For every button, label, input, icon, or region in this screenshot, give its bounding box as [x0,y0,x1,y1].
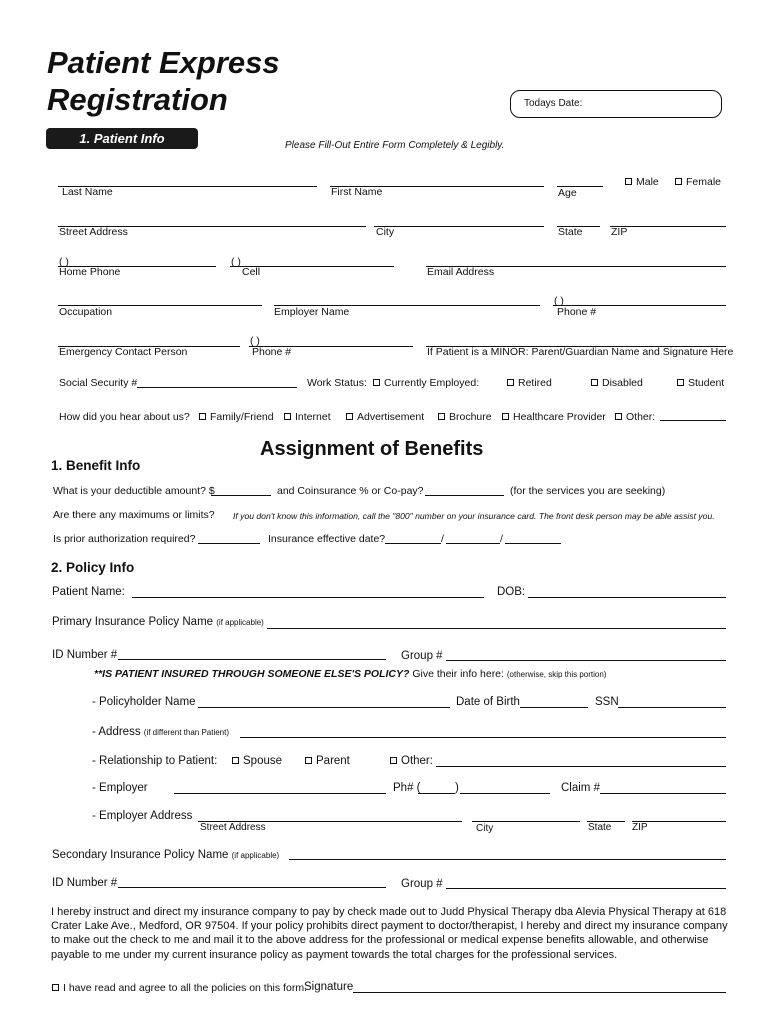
female-label: Female [686,176,722,188]
employer-state-label: State [588,822,612,833]
student-label: Student [688,377,725,389]
employer-city-label: City [476,823,494,834]
id-number2-label: ID Number # [52,877,118,889]
parent-label: Parent [316,755,350,767]
spouse-label: Spouse [243,755,283,767]
dob-label: DOB: [497,586,526,598]
city-line[interactable] [374,226,544,227]
insured-question-text: **IS PATIENT INSURED THROUGH SOMEONE ELSE'S POLICY? [94,668,410,680]
checkbox-icon [52,984,59,991]
last-name-label: Last Name [62,186,113,198]
first-name-label: First Name [331,186,383,198]
skip-note: (otherwise, skip this portion) [506,670,607,679]
todays-date-field[interactable] [510,90,722,118]
effective-date-label: Insurance effective date? [268,533,386,545]
patient-name-label: Patient Name: [52,586,125,598]
work-status-label: Work Status: [307,377,367,389]
checkbox-icon [615,413,622,420]
primary-policy-line[interactable] [267,628,726,629]
other-relationship-line[interactable] [436,766,726,767]
ph-close: ) [455,782,459,794]
checkbox-icon [438,413,445,420]
relationship-label: - Relationship to Patient: [92,755,218,767]
maximums-note: If you don't know this information, call the "800" number on your insurance card. The front desk person may be able assist you. [233,511,715,521]
checkbox-icon [232,757,239,764]
effective-day-line[interactable] [446,543,500,544]
id-number-label: ID Number # [52,649,118,661]
address-label [92,726,229,738]
benefit-info-heading: 1. Benefit Info [51,458,141,473]
policy-info-heading: 2. Policy Info [51,560,135,575]
id-number2-line[interactable] [118,887,386,888]
healthcare-provider-label: Healthcare Provider [513,411,606,423]
agree-label: I have read and agree to all the policies on this form. [63,982,307,994]
employer2-line[interactable] [174,793,386,794]
family-friend-checkbox[interactable] [199,411,274,423]
employer-street-label: Street Address [200,822,266,833]
employed-label: Currently Employed: [384,377,480,389]
emergency-phone-paren: ( ) [250,335,260,347]
signature-label: Signature [304,981,354,993]
zip-line[interactable] [610,226,726,227]
claim-line[interactable] [600,793,726,794]
age-label: Age [558,187,577,199]
employer2-label: - Employer [92,782,148,794]
advertisement-label: Advertisement [357,411,425,423]
dob2-label: Date of Birth [456,696,520,708]
effective-year-line[interactable] [505,543,561,544]
occupation-label: Occupation [59,306,113,318]
internet-label: Internet [295,411,331,423]
group2-line[interactable] [446,888,726,889]
secondary-policy-line[interactable] [289,859,726,860]
home-phone-label: Home Phone [59,266,121,278]
date-slash: / [441,533,444,545]
deductible-line[interactable] [211,495,271,496]
checkbox-icon [502,413,509,420]
street-label: Street Address [59,226,128,238]
checkbox-icon [305,757,312,764]
parent-checkbox[interactable] [305,755,350,767]
email-label: Email Address [427,266,495,278]
hear-label: How did you hear about us? [59,411,190,423]
disabled-label: Disabled [602,377,643,389]
maximums-label: Are there any maximums or limits? [53,509,215,521]
checkbox-icon [675,178,682,185]
form-title-line-2: Registration [47,82,228,117]
claim-label: Claim # [561,782,600,794]
checkbox-icon [591,379,598,386]
cell-label: Cell [242,266,261,278]
group2-label: Group # [401,878,443,890]
for-services-note: (for the services you are seeking) [510,485,666,497]
secondary-policy-text: Secondary Insurance Policy Name [52,849,229,861]
checkbox-icon [373,379,380,386]
if-different-note: (if different than Patient) [143,728,230,737]
retired-checkbox[interactable] [507,377,552,389]
ssn-line[interactable] [137,387,297,388]
ssn2-label: SSN [595,696,619,708]
group-label: Group # [401,650,443,662]
other-relationship-label: Other: [401,755,433,767]
deductible-label: What is your deductible amount? $ [53,485,215,497]
employer-phone-paren: ( ) [554,295,564,307]
checkbox-icon [346,413,353,420]
checkbox-icon [390,757,397,764]
dob2-line[interactable] [520,707,588,708]
minor-label: If Patient is a MINOR: Parent/Guardian Name and Signature Here [427,346,734,358]
other-label: Other: [626,411,656,423]
section-pill-patient-info: 1. Patient Info [46,128,198,149]
emergency-contact-label: Emergency Contact Person [59,346,188,358]
advertisement-checkbox[interactable] [346,411,424,423]
checkbox-icon [677,379,684,386]
instruction-text: Please Fill-Out Entire Form Completely & Legibly. [285,140,505,151]
group-line[interactable] [446,660,726,661]
checkbox-icon [625,178,632,185]
form-title-line-1: Patient Express [47,45,280,80]
brochure-checkbox[interactable] [438,411,492,423]
employer-address-label: - Employer Address [92,810,193,822]
employer-zip-label: ZIP [632,822,648,833]
ph-label: Ph# ( [393,782,421,794]
state-label: State [558,226,583,238]
prior-auth-label: Is prior authorization required? [53,533,196,545]
student-checkbox[interactable] [677,377,724,389]
insured-question [94,668,606,680]
spouse-checkbox[interactable] [232,755,282,767]
coinsurance-label: and Coinsurance % or Co-pay? [277,485,424,497]
policyholder-line[interactable] [198,707,450,708]
date-slash: / [500,533,503,545]
disabled-checkbox[interactable] [591,377,643,389]
healthcare-provider-checkbox[interactable] [502,411,606,423]
patient-name-line[interactable] [132,597,484,598]
agree-checkbox[interactable] [52,982,307,994]
secondary-policy-label [52,849,279,861]
dob-line[interactable] [528,597,726,598]
other-checkbox[interactable] [615,411,655,423]
other-source-line[interactable] [660,420,726,421]
employer-name-label: Employer Name [274,306,350,318]
aob-title: Assignment of Benefits [260,438,484,460]
if-applicable-note: (if applicable) [216,618,264,627]
employer-phone-label: Phone # [557,306,597,318]
ph-area-line[interactable] [418,793,455,794]
ssn2-line[interactable] [618,707,726,708]
give-info-text: Give their info here: [412,668,504,680]
zip-label: ZIP [611,226,628,238]
id-number-line[interactable] [118,659,386,660]
male-checkbox[interactable] [625,176,659,188]
address-text: - Address [92,726,141,738]
address-line[interactable] [240,737,726,738]
ssn-label: Social Security # [59,377,138,389]
if-applicable-note: (if applicable) [231,851,280,860]
authorization-paragraph: I hereby instruct and direct my insurance company to pay by check made out to Judd Physical Therapy dba Alevia Physical Therapy at 618 Crater Lake Ave., Medford, OR 97504. If your policy prohibits direct payment to doctor/therapist, I hereby and direct my insurance company to make out the check to me and mail it to the above address for the professional or medical expense benefits allowable, and otherwise payable to me under my current insurance policy as payment towards the total charges for the professional services. [51,906,728,961]
city-label: City [376,226,395,238]
female-checkbox[interactable] [675,176,721,188]
male-label: Male [636,176,659,188]
signature-line[interactable] [353,992,726,993]
checkbox-icon [507,379,514,386]
retired-label: Retired [518,377,552,389]
emergency-phone-label: Phone # [252,346,292,358]
home-phone-paren: ( ) [59,256,69,268]
other-relationship-checkbox[interactable] [390,755,433,767]
primary-policy-text: Primary Insurance Policy Name [52,616,214,628]
prior-auth-line[interactable] [198,543,260,544]
internet-checkbox[interactable] [284,411,331,423]
effective-month-line[interactable] [385,543,441,544]
primary-policy-label [52,616,264,628]
employed-checkbox[interactable] [373,377,479,389]
checkbox-icon [284,413,291,420]
ph-number-line[interactable] [460,793,550,794]
family-friend-label: Family/Friend [210,411,274,423]
brochure-label: Brochure [449,411,492,423]
checkbox-icon [199,413,206,420]
policyholder-label: - Policyholder Name [92,696,196,708]
employer-city-line[interactable] [472,821,580,822]
todays-date-label: Todays Date: [524,98,583,109]
coinsurance-line[interactable] [425,495,504,496]
cell-paren: ( ) [231,256,241,268]
